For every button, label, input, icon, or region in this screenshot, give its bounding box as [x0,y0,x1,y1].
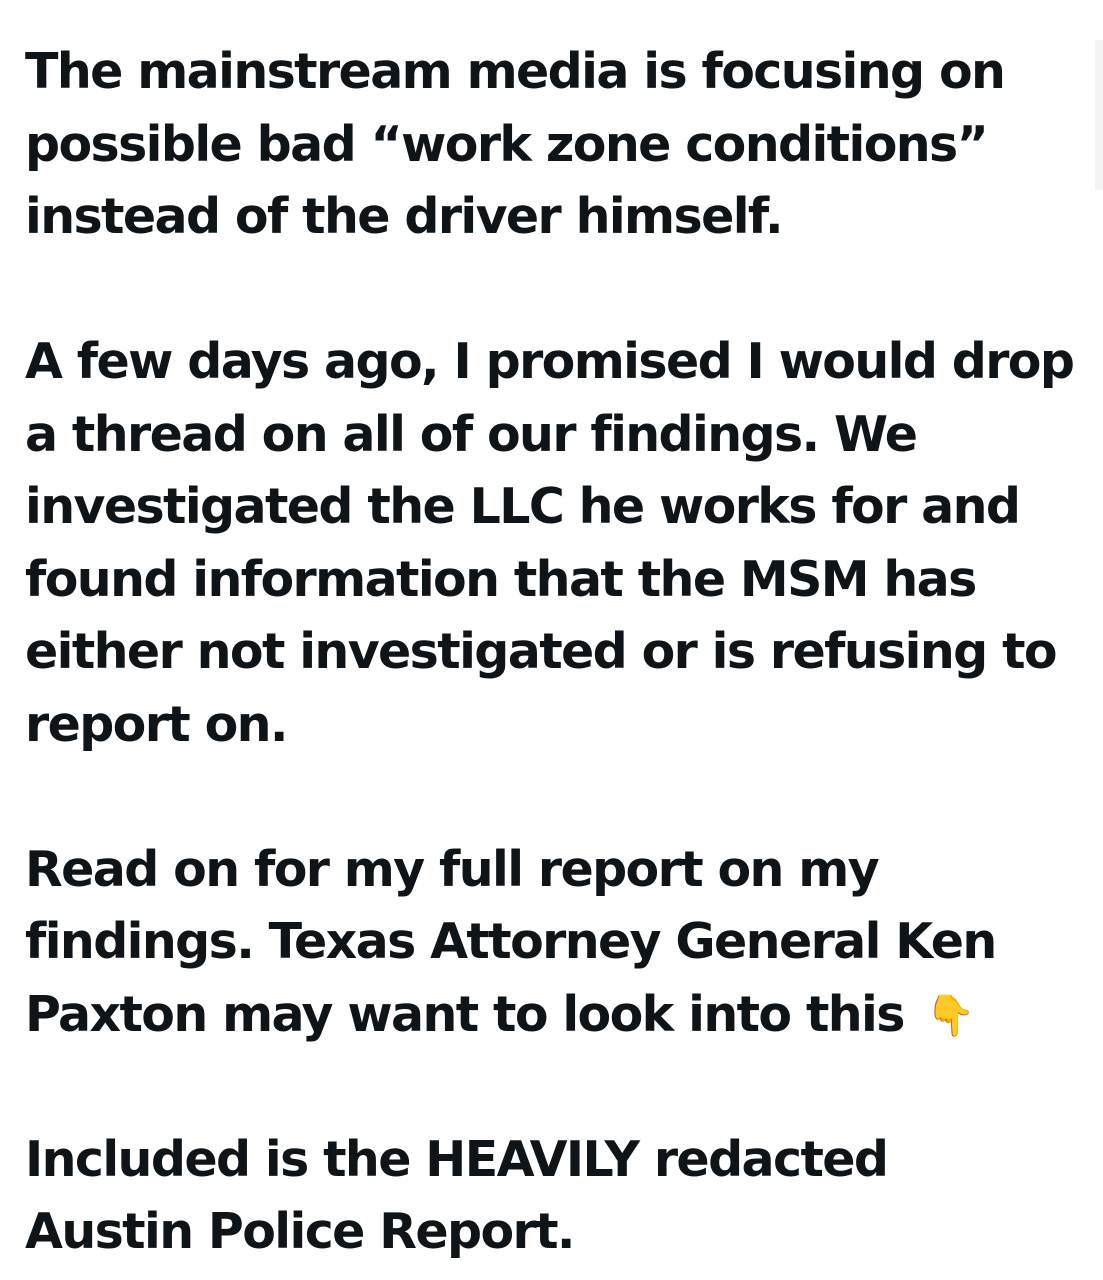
text-line: The mainstream media is focusing on [25,43,1005,100]
text-line: findings. Texas Attorney General Ken [25,913,996,970]
paragraph-3 [25,834,1085,1052]
text-line-with-emoji [25,979,1085,1052]
text-line: possible bad “work zone conditions” [25,115,988,173]
text-line: Austin Police Report. [25,1203,574,1260]
text-line: a thread on all of our findings. We [25,405,917,463]
paragraph-gap [25,761,1085,834]
text-line: either not investigated or is refusing to [25,623,1056,680]
paragraph-4 [25,1124,1085,1269]
pointing-down-hand-icon: 👇 [925,992,975,1039]
post-text [25,36,1085,1269]
paragraph-2 [25,326,1085,761]
text-line: report on. [25,695,287,753]
text-line: A few days ago, I promised I would drop [25,333,1074,390]
right-edge-shadow [1095,40,1103,190]
text-line: investigated the LLC he works for and [25,478,1020,535]
paragraph-gap [25,254,1085,327]
text-line: Included is the HEAVILY redacted [25,1130,888,1188]
paragraph-1 [25,36,1085,254]
text-line: Read on for my full report on my [25,840,879,898]
text-segment: Paxton may want to look into this [25,985,904,1043]
paragraph-gap [25,1051,1085,1124]
text-line: instead of the driver himself. [25,188,782,245]
text-line: found information that the MSM has [25,550,976,608]
